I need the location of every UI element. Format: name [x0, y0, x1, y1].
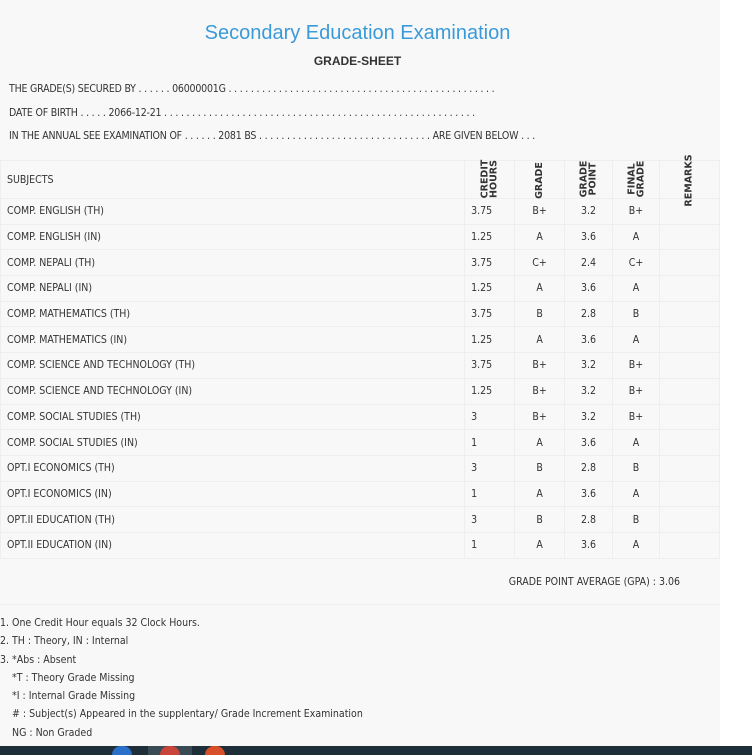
- table-row: [1, 276, 720, 302]
- dob-line: DATE OF BIRTH . . . . . 2066-12-21 . . . . . . . . . . . . . . . . . . . . . . . . . . . . . . . . . . . . . . . . . . . . . . . . . . . . . . . .: [9, 107, 475, 119]
- gpa-summary: GRADE POINT AVERAGE (GPA) : 3.06: [508, 576, 680, 588]
- cell-final-grade: B: [613, 507, 660, 533]
- note: NG : Non Graded: [12, 726, 93, 739]
- cell-credit-hours: 3: [465, 404, 515, 430]
- cell-grade: C+: [515, 250, 565, 276]
- cell-grade: A: [515, 327, 565, 353]
- taskbar-app-icon[interactable]: [112, 746, 132, 755]
- cell-subject: COMP. MATHEMATICS (TH): [1, 301, 465, 327]
- header-subjects: SUBJECTS: [1, 161, 465, 199]
- table-row: [1, 507, 720, 533]
- cell-remarks: [659, 404, 719, 430]
- cell-final-grade: B: [613, 455, 660, 481]
- page-title: Secondary Education Examination: [204, 22, 511, 44]
- cell-grade-point: 2.8: [565, 301, 613, 327]
- cell-grade-point: 3.6: [565, 532, 613, 558]
- table-row: [1, 301, 720, 327]
- cell-final-grade: B: [613, 301, 660, 327]
- cell-remarks: [659, 224, 719, 250]
- notes: [0, 614, 363, 742]
- cell-credit-hours: 3: [465, 507, 515, 533]
- cell-subject: OPT.II EDUCATION (TH): [1, 507, 465, 533]
- table-row: [1, 199, 720, 225]
- cell-remarks: [659, 378, 719, 404]
- cell-credit-hours: 1: [465, 481, 515, 507]
- cell-credit-hours: 1.25: [465, 224, 515, 250]
- cell-credit-hours: 1.25: [465, 327, 515, 353]
- cell-grade-point: 3.6: [565, 276, 613, 302]
- cell-credit-hours: 3.75: [465, 199, 515, 225]
- table-row: [1, 532, 720, 558]
- table-row: [1, 481, 720, 507]
- cell-grade-point: 2.4: [565, 250, 613, 276]
- note: 3. *Abs : Absent: [0, 653, 77, 666]
- secured-by-line: THE GRADE(S) SECURED BY . . . . . . 06000001G . . . . . . . . . . . . . . . . . . . . . . . . . . . . . . . . . . . . . . . . . . . . . . . .: [9, 83, 495, 95]
- table-row: [1, 378, 720, 404]
- cell-remarks: [659, 276, 719, 302]
- cell-subject: COMP. SCIENCE AND TECHNOLOGY (TH): [1, 353, 465, 379]
- cell-remarks: [659, 532, 719, 558]
- cell-grade: B: [515, 455, 565, 481]
- exam-line: IN THE ANNUAL SEE EXAMINATION OF . . . . . . 2081 BS . . . . . . . . . . . . . . . . . . . . . . . . . . . . . . . ARE GIVEN BELOW . . .: [9, 130, 536, 142]
- cell-subject: COMP. NEPALI (TH): [1, 250, 465, 276]
- cell-remarks: [659, 430, 719, 456]
- cell-final-grade: A: [613, 276, 660, 302]
- cell-remarks: [659, 481, 719, 507]
- table-row: [1, 455, 720, 481]
- table-row: [1, 327, 720, 353]
- header-final-grade: FINAL GRADE: [613, 161, 660, 199]
- table-row: [1, 224, 720, 250]
- table-row: [1, 430, 720, 456]
- cell-subject: COMP. NEPALI (IN): [1, 276, 465, 302]
- cell-grade: B+: [515, 404, 565, 430]
- cell-final-grade: B+: [613, 404, 660, 430]
- cell-final-grade: A: [613, 327, 660, 353]
- cell-final-grade: C+: [613, 250, 660, 276]
- cell-credit-hours: 1.25: [465, 276, 515, 302]
- table-row: [1, 250, 720, 276]
- grades-table: [0, 153, 720, 559]
- cell-grade: B: [515, 507, 565, 533]
- cell-grade: A: [515, 532, 565, 558]
- header-remarks: REMARKS: [659, 161, 719, 199]
- taskbar: [0, 746, 752, 755]
- header-grade-point: GRADE POINT: [565, 161, 613, 199]
- cell-credit-hours: 3.75: [465, 301, 515, 327]
- cell-grade-point: 2.8: [565, 507, 613, 533]
- cell-grade-point: 3.2: [565, 404, 613, 430]
- cell-grade-point: 3.2: [565, 378, 613, 404]
- cell-final-grade: A: [613, 532, 660, 558]
- cell-grade: A: [515, 224, 565, 250]
- cell-subject: COMP. SCIENCE AND TECHNOLOGY (IN): [1, 378, 465, 404]
- cell-grade-point: 3.6: [565, 327, 613, 353]
- cell-remarks: [659, 250, 719, 276]
- note: # : Subject(s) Appeared in the supplentary/ Grade Increment Examination: [12, 708, 363, 721]
- cell-subject: COMP. ENGLISH (IN): [1, 224, 465, 250]
- cell-grade-point: 3.6: [565, 224, 613, 250]
- taskbar-app-icon[interactable]: [205, 746, 225, 755]
- cell-final-grade: A: [613, 430, 660, 456]
- cell-grade: A: [515, 481, 565, 507]
- table-header: [1, 161, 720, 199]
- cell-final-grade: B+: [613, 378, 660, 404]
- cell-grade-point: 2.8: [565, 455, 613, 481]
- header-grade: GRADE: [515, 161, 565, 199]
- cell-subject: OPT.I ECONOMICS (TH): [1, 455, 465, 481]
- cell-grade: A: [515, 430, 565, 456]
- note: 1. One Credit Hour equals 32 Clock Hours.: [0, 617, 200, 629]
- cell-credit-hours: 3.75: [465, 353, 515, 379]
- cell-remarks: [659, 301, 719, 327]
- cell-credit-hours: 1: [465, 430, 515, 456]
- cell-grade: A: [515, 276, 565, 302]
- taskbar-app-icon[interactable]: [160, 746, 180, 755]
- cell-grade: B+: [515, 378, 565, 404]
- cell-credit-hours: 1.25: [465, 378, 515, 404]
- cell-remarks: [659, 353, 719, 379]
- note: *I : Internal Grade Missing: [12, 690, 136, 703]
- cell-final-grade: A: [613, 481, 660, 507]
- note: *T : Theory Grade Missing: [12, 671, 135, 684]
- cell-grade: B+: [515, 199, 565, 225]
- cell-grade-point: 3.6: [565, 430, 613, 456]
- cell-remarks: [659, 507, 719, 533]
- page-subtitle: GRADE-SHEET: [313, 54, 402, 68]
- cell-subject: COMP. SOCIAL STUDIES (IN): [1, 430, 465, 456]
- cell-subject: OPT.II EDUCATION (IN): [1, 532, 465, 558]
- cell-subject: COMP. SOCIAL STUDIES (TH): [1, 404, 465, 430]
- cell-subject: COMP. ENGLISH (TH): [1, 199, 465, 225]
- cell-grade-point: 3.2: [565, 353, 613, 379]
- cell-grade-point: 3.2: [565, 199, 613, 225]
- divider: [0, 604, 720, 605]
- cell-subject: OPT.I ECONOMICS (IN): [1, 481, 465, 507]
- cell-credit-hours: 3: [465, 455, 515, 481]
- cell-final-grade: B+: [613, 199, 660, 225]
- cell-subject: COMP. MATHEMATICS (IN): [1, 327, 465, 353]
- cell-final-grade: A: [613, 224, 660, 250]
- header-credit-hours: CREDIT HOURS: [465, 161, 515, 199]
- note: 2. TH : Theory, IN : Internal: [0, 635, 129, 648]
- cell-credit-hours: 3.75: [465, 250, 515, 276]
- cell-grade-point: 3.6: [565, 481, 613, 507]
- table-row: [1, 404, 720, 430]
- table-row: [1, 353, 720, 379]
- cell-grade: B+: [515, 353, 565, 379]
- cell-final-grade: B+: [613, 353, 660, 379]
- cell-grade: B: [515, 301, 565, 327]
- cell-remarks: [659, 455, 719, 481]
- cell-credit-hours: 1: [465, 532, 515, 558]
- cell-remarks: [659, 327, 719, 353]
